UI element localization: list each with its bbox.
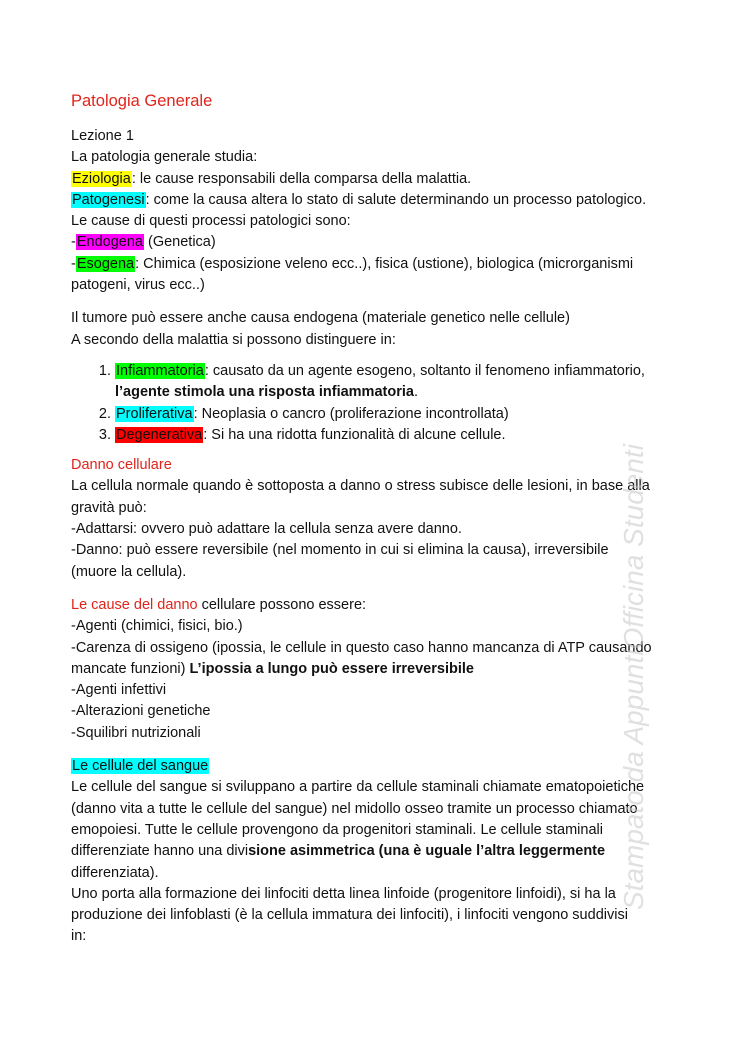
blood-cells-heading-line — [71, 756, 671, 777]
distinguish-line: A secondo della malattia si possono distinguere in: — [71, 331, 396, 348]
paragraph-line: in: — [71, 928, 87, 945]
damage-causes-heading-rest: cellulare possono essere: — [197, 596, 367, 613]
paragraph-line: differenziata). — [71, 864, 159, 881]
paragraph-line: emopoiesi. Tutte le cellule provengono da progenitori staminali. Le cellule staminali — [71, 821, 603, 838]
list-item-bold: l’agente stimola una risposta infiammatoria — [115, 384, 414, 401]
cell-damage-section — [71, 455, 671, 583]
eziologia-text: : le cause responsabili della comparsa della malattia. — [131, 170, 472, 187]
cell-damage-heading: Danno cellulare — [71, 457, 172, 474]
list-item — [115, 361, 671, 404]
paragraph-text: mancate funzioni) — [71, 660, 190, 677]
paragraph-text: differenziate hanno una divi — [71, 843, 249, 860]
list-item-text: : Si ha una ridotta funzionalità di alcune cellule. — [203, 426, 506, 443]
esogena-highlight: Esogena — [76, 255, 135, 272]
paragraph-line: (danno vita a tutte le cellule del sangue) nel midollo osseo tramite un processo chiamato — [71, 800, 638, 817]
paragraph-line: (muore la cellula). — [71, 563, 187, 580]
damage-causes-heading-red: Le cause del danno — [71, 596, 198, 613]
watermark: Stampato da AppuntiOfficina Studenti — [618, 444, 649, 910]
paragraph-bold: L’ipossia a lungo può essere irreversibile — [189, 660, 474, 677]
intro-section — [71, 126, 671, 296]
proliferativa-highlight: Proliferativa — [116, 405, 193, 422]
cause-intro-line: Le cause di questi processi patologici sono: — [71, 213, 351, 230]
paragraph-line: -Agenti (chimici, fisici, bio.) — [71, 618, 243, 635]
paragraph-line — [71, 659, 671, 680]
degenerativa-highlight: Degenerativa — [116, 426, 203, 443]
list-item-text: : causato da un agente esogeno, soltanto il fenomeno infiammatorio, — [204, 362, 645, 379]
paragraph-line: -Agenti infettivi — [71, 682, 167, 699]
patogenesi-line — [71, 190, 671, 211]
lesson-label: Lezione 1 — [71, 128, 134, 144]
damage-causes-section — [71, 595, 671, 744]
patogenesi-text: : come la causa altera lo stato di salute determinando un processo patologico. — [145, 191, 647, 208]
paragraph-line: -Adattarsi: ovvero può adattare la cellula senza avere danno. — [71, 521, 462, 538]
paragraph-line: -Squilibri nutrizionali — [71, 724, 201, 741]
disease-types-list — [71, 361, 671, 446]
blood-cells-heading: Le cellule del sangue — [72, 758, 209, 775]
blood-cells-section — [71, 756, 671, 948]
paragraph-line: -Alterazioni genetiche — [71, 703, 211, 720]
page-title: Patologia Generale — [71, 92, 213, 110]
esogena-line — [71, 254, 671, 275]
paragraph-line: Le cellule del sangue si sviluppano a partire da cellule staminali chiamate ematopoietiche — [71, 779, 645, 796]
damage-causes-heading — [71, 595, 671, 616]
list-item-text: : Neoplasia o cancro (proliferazione incontrollata) — [193, 405, 509, 422]
dash: - — [71, 234, 76, 251]
paragraph-line: Uno porta alla formazione dei linfociti detta linea linfoide (progenitore linfoidi), si ha la — [71, 885, 616, 902]
paragraph-line: gravità può: — [71, 499, 147, 516]
endogena-highlight: Endogena — [76, 234, 143, 251]
paragraph-line — [71, 841, 671, 862]
tumor-line: Il tumore può essere anche causa endogena (materiale genetico nelle cellule) — [71, 310, 570, 327]
intro-line: La patologia generale studia: — [71, 149, 258, 166]
paragraph-line: -Danno: può essere reversibile (nel momento in cui si elimina la causa), irreversibile — [71, 542, 609, 559]
infiammatoria-highlight: Infiammatoria — [116, 362, 204, 379]
esogena-line-continued: patogeni, virus ecc..) — [71, 277, 205, 294]
dash: - — [71, 255, 76, 272]
document-page — [71, 90, 671, 948]
list-item — [115, 425, 671, 446]
paragraph-line: -Carenza di ossigeno (ipossia, le cellule in questo caso hanno mancanza di ATP causando — [71, 639, 652, 656]
eziologia-highlight: Eziologia — [72, 170, 131, 187]
paragraph-bold: sione asimmetrica (una è uguale l’altra leggermente — [248, 843, 606, 860]
endogena-text: (Genetica) — [143, 234, 216, 251]
eziologia-line — [71, 169, 671, 190]
disease-types-section — [71, 308, 671, 446]
endogena-line — [71, 232, 671, 253]
patogenesi-highlight: Patogenesi — [72, 191, 145, 208]
list-item-tail: . — [413, 384, 418, 401]
list-item — [115, 404, 671, 425]
paragraph-line: La cellula normale quando è sottoposta a danno o stress subisce delle lesioni, in base alla — [71, 478, 650, 495]
esogena-text: : Chimica (esposizione veleno ecc..), fisica (ustione), biologica (microrganismi — [135, 255, 634, 272]
paragraph-line: produzione dei linfoblasti (è la cellula immatura dei linfociti), i linfociti vengono suddivisi — [71, 907, 628, 924]
